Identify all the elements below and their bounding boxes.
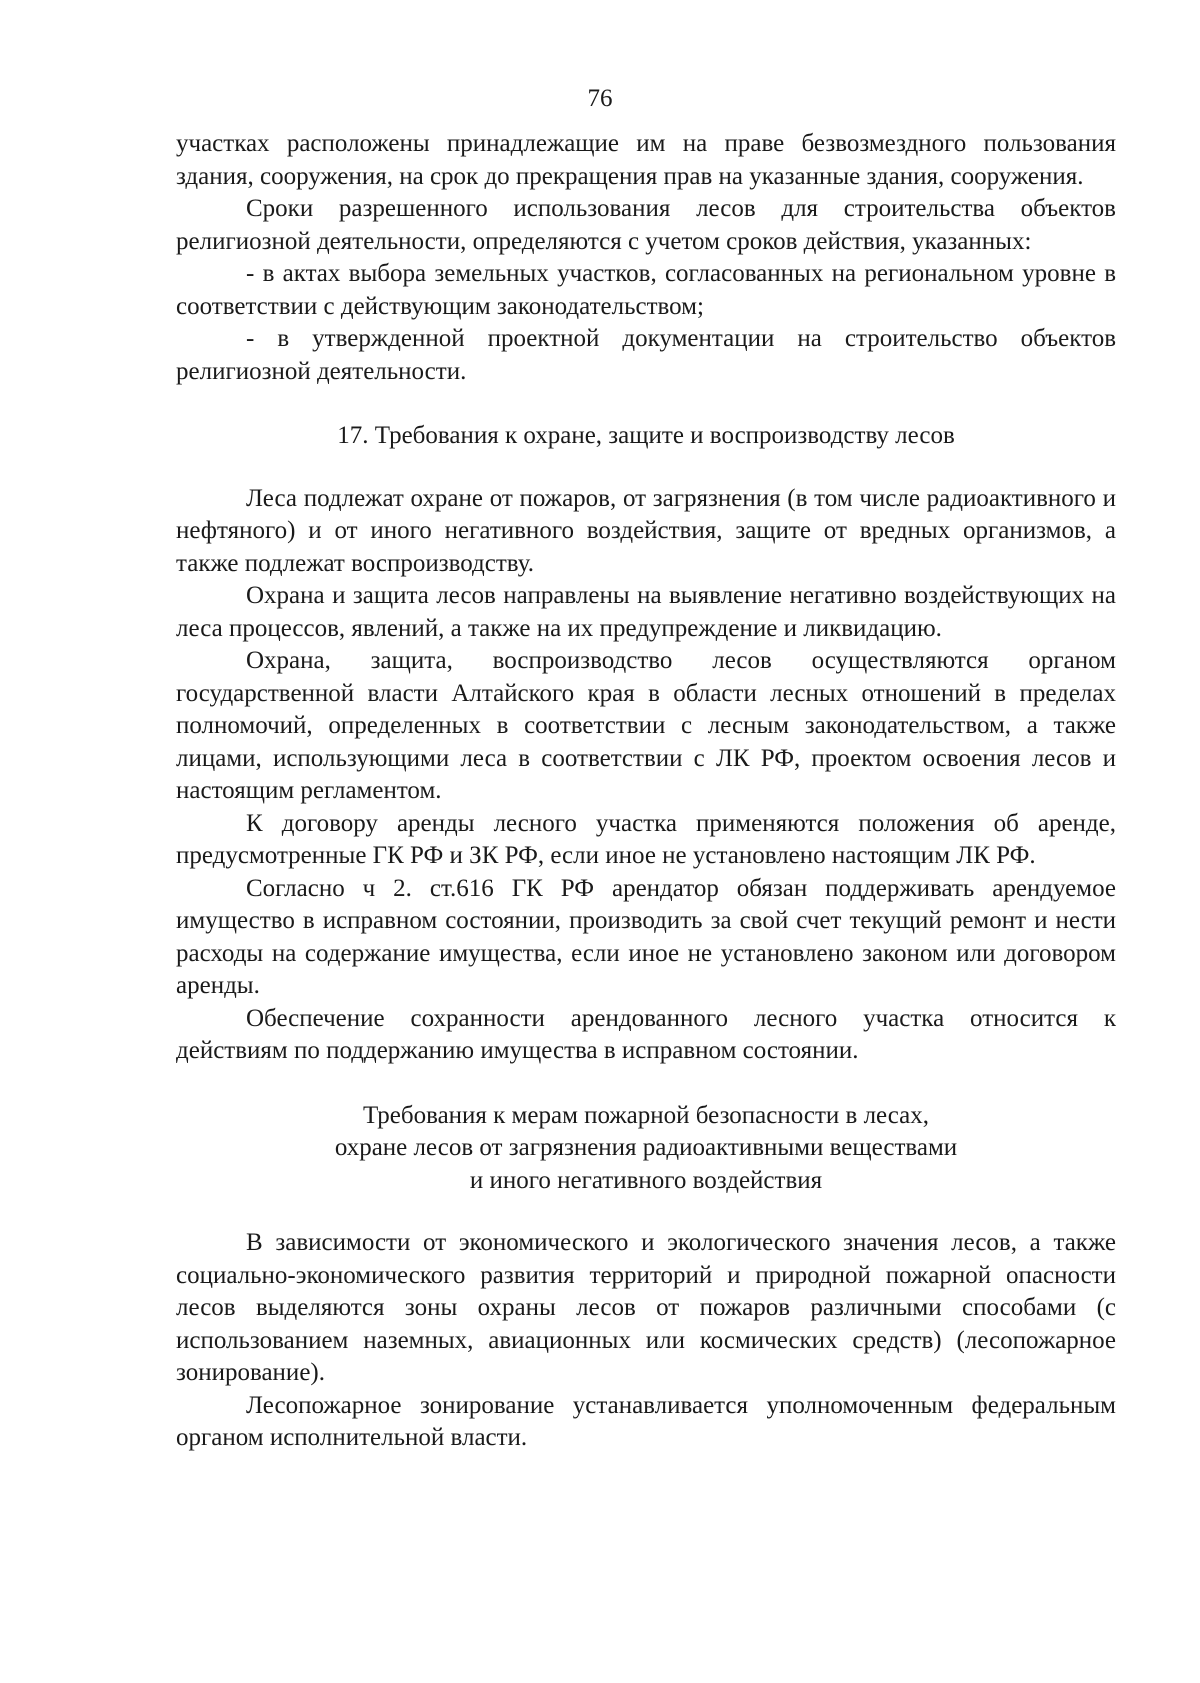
fire-safety-heading-line-1: Требования к мерам пожарной безопасности в лесах, [362, 1101, 930, 1129]
spacer [176, 453, 1116, 483]
paragraph-lease-provisions: К договору аренды лесного участка применяются положения об аренде, предусмотренные ГК РФ и ЗК РФ, если иное не установлено настоящим ЛК РФ. [176, 809, 1116, 869]
paragraph-land-selection-acts: - в актах выбора земельных участков, согласованных на региональном уровне в соответствии с действующим законодательством; [176, 260, 1116, 320]
paragraph-continuation: участках расположены принадлежащие им на праве безвозмездного пользования здания, сооружения, на срок до прекращения прав на указанные здания, сооружения. [176, 130, 1116, 190]
spacer [176, 1068, 1116, 1100]
fire-safety-heading-line-3: и иного негативного воздействия [469, 1166, 823, 1194]
paragraph-forest-protection: Леса подлежат охране от пожаров, от загрязнения (в том числе радиоактивного и нефтяного) и от иного негативного воздействия, защите от вредных организмов, а также подлежат воспроизводству. [176, 484, 1116, 577]
paragraph-usage-terms: Сроки разрешенного использования лесов для строительства объектов религиозной деятельности, определяются с учетом сроков действия, указанных: [176, 195, 1116, 255]
section-17-heading: 17. Требования к охране, защите и воспроизводству лесов [337, 422, 955, 449]
paragraph-protection-aims: Охрана и защита лесов направлены на выявление негативно воздействующих на леса процессов, явлений, а также на их предупреждение и ликвидацию. [176, 582, 1116, 642]
page-number: 76 [587, 85, 613, 112]
page-content [176, 128, 1116, 1455]
spacer [176, 1197, 1116, 1227]
paragraph-plot-preservation: Обеспечение сохранности арендованного лесного участка относится к действиям по поддержанию имущества в исправном состоянии. [176, 1004, 1116, 1064]
fire-safety-heading [176, 1100, 1116, 1198]
paragraph-project-documentation: - в утвержденной проектной документации на строительство объектов религиозной деятельности. [176, 325, 1116, 385]
paragraph-fire-zoning: В зависимости от экономического и экологического значения лесов, а также социально-экономического развития территорий и природной пожарной опасности лесов выделяются зоны охраны лесов от пожаров различными способами (с использованием наземных, авиационных или космических средств) (лесопожарное зонирование). [176, 1229, 1116, 1386]
paragraph-responsible-authorities: Охрана, защита, воспроизводство лесов осуществляются органом государственной власти Алтайского края в области лесных отношений в пределах полномочий, определенных в соответствии с лесным законодательством, а также лицами, использующими леса в соответствии с ЛК РФ, проектом освоения лесов и настоящим регламентом. [176, 647, 1116, 804]
paragraph-zoning-authority: Лесопожарное зонирование устанавливается уполномоченным федеральным органом исполнительной власти. [176, 1391, 1116, 1451]
spacer [176, 388, 1116, 420]
fire-safety-heading-line-2: охране лесов от загрязнения радиоактивными веществами [334, 1134, 958, 1161]
paragraph-tenant-obligations: Согласно ч 2. ст.616 ГК РФ арендатор обязан поддерживать арендуемое имущество в исправном состоянии, производить за свой счет текущий ремонт и нести расходы на содержание имущества, если иное не установлено законом или договором аренды. [176, 874, 1116, 999]
